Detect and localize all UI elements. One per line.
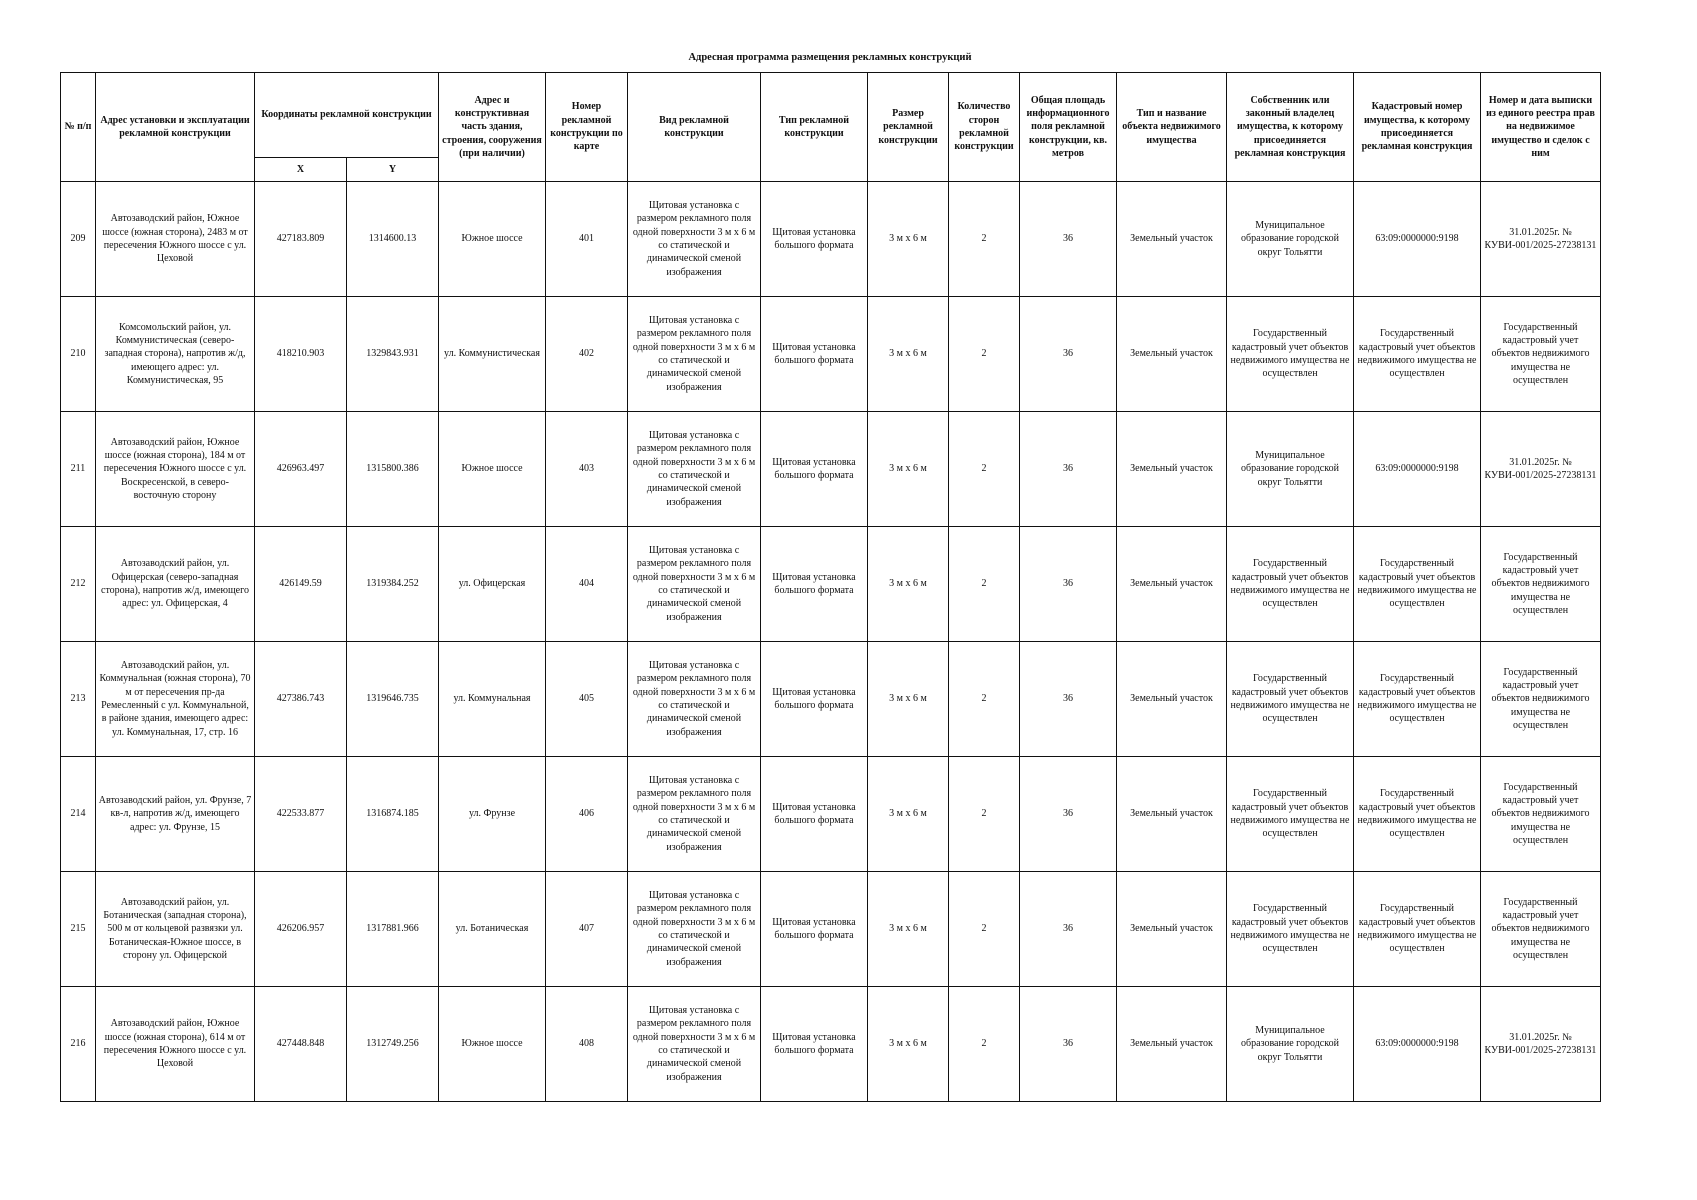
cell-cadastral: Государственный кадастровый учет объектов недвижимого имущества не осуществлен bbox=[1354, 642, 1481, 757]
cell-area: 36 bbox=[1020, 182, 1117, 297]
cell-kind: Щитовая установка с размером рекламного поля одной поверхности 3 м х 6 м со статической и динамической сменой изображения bbox=[628, 757, 761, 872]
cell-num: 210 bbox=[61, 297, 96, 412]
header-property-type: Тип и название объекта недвижимого имущества bbox=[1117, 73, 1227, 182]
cell-property-type: Земельный участок bbox=[1117, 872, 1227, 987]
cell-registry: 31.01.2025г. № КУВИ-001/2025-27238131 bbox=[1481, 182, 1601, 297]
cell-registry: Государственный кадастровый учет объектов недвижимого имущества не осуществлен bbox=[1481, 642, 1601, 757]
cell-address: Автозаводский район, ул. Фрунзе, 7 кв-л, напротив ж/д, имеющего адрес: ул. Фрунзе, 15 bbox=[96, 757, 255, 872]
table-body bbox=[61, 182, 1601, 1102]
cell-num: 216 bbox=[61, 987, 96, 1102]
cell-size: 3 м х 6 м bbox=[868, 527, 949, 642]
cell-registry: Государственный кадастровый учет объектов недвижимого имущества не осуществлен bbox=[1481, 872, 1601, 987]
cell-type: Щитовая установка большого формата bbox=[761, 757, 868, 872]
header-size: Размер рекламной конструкции bbox=[868, 73, 949, 182]
cell-coord-x: 422533.877 bbox=[255, 757, 347, 872]
cell-coord-y: 1315800.386 bbox=[347, 412, 439, 527]
table-row bbox=[61, 757, 1601, 872]
cell-size: 3 м х 6 м bbox=[868, 182, 949, 297]
cell-coord-y: 1329843.931 bbox=[347, 297, 439, 412]
cell-address: Автозаводский район, ул. Ботаническая (западная сторона), 500 м от кольцевой развязки ул. Ботаническая-Южное шоссе, в сторону ул. Офицерской bbox=[96, 872, 255, 987]
cell-coord-x: 426963.497 bbox=[255, 412, 347, 527]
cell-sides: 2 bbox=[949, 987, 1020, 1102]
cell-size: 3 м х 6 м bbox=[868, 872, 949, 987]
cell-property-type: Земельный участок bbox=[1117, 412, 1227, 527]
cell-kind: Щитовая установка с размером рекламного поля одной поверхности 3 м х 6 м со статической и динамической сменой изображения bbox=[628, 872, 761, 987]
cell-num: 215 bbox=[61, 872, 96, 987]
cell-structural-address: ул. Фрунзе bbox=[439, 757, 546, 872]
cell-sides: 2 bbox=[949, 757, 1020, 872]
cell-owner: Государственный кадастровый учет объектов недвижимого имущества не осуществлен bbox=[1227, 757, 1354, 872]
header-coord-y: Y bbox=[347, 158, 439, 182]
cell-cadastral: 63:09:0000000:9198 bbox=[1354, 182, 1481, 297]
cell-coord-y: 1312749.256 bbox=[347, 987, 439, 1102]
header-area: Общая площадь информационного поля рекламной конструкции, кв. метров bbox=[1020, 73, 1117, 182]
cell-size: 3 м х 6 м bbox=[868, 297, 949, 412]
table-row bbox=[61, 182, 1601, 297]
cell-owner: Государственный кадастровый учет объектов недвижимого имущества не осуществлен bbox=[1227, 872, 1354, 987]
cell-property-type: Земельный участок bbox=[1117, 757, 1227, 872]
cell-num: 211 bbox=[61, 412, 96, 527]
cell-size: 3 м х 6 м bbox=[868, 412, 949, 527]
cell-address: Автозаводский район, Южное шоссе (южная сторона), 614 м от пересечения Южного шоссе с ул. Цеховой bbox=[96, 987, 255, 1102]
cell-area: 36 bbox=[1020, 987, 1117, 1102]
cell-structural-address: ул. Коммунистическая bbox=[439, 297, 546, 412]
cell-address: Комсомольский район, ул. Коммунистическая (северо-западная сторона), напротив ж/д, имеющего адрес: ул. Коммунистическая, 95 bbox=[96, 297, 255, 412]
cell-coord-x: 418210.903 bbox=[255, 297, 347, 412]
cell-cadastral: Государственный кадастровый учет объектов недвижимого имущества не осуществлен bbox=[1354, 527, 1481, 642]
cell-type: Щитовая установка большого формата bbox=[761, 987, 868, 1102]
cell-kind: Щитовая установка с размером рекламного поля одной поверхности 3 м х 6 м со статической и динамической сменой изображения bbox=[628, 412, 761, 527]
cell-address: Автозаводский район, ул. Офицерская (северо-западная сторона), напротив ж/д, имеющего адрес: ул. Офицерская, 4 bbox=[96, 527, 255, 642]
cell-address: Автозаводский район, Южное шоссе (южная сторона), 184 м от пересечения Южного шоссе с ул. Воскресенской, в северо-восточную сторону bbox=[96, 412, 255, 527]
cell-owner: Государственный кадастровый учет объектов недвижимого имущества не осуществлен bbox=[1227, 527, 1354, 642]
cell-num: 213 bbox=[61, 642, 96, 757]
cell-type: Щитовая установка большого формата bbox=[761, 527, 868, 642]
table-row bbox=[61, 412, 1601, 527]
header-num: № п/п bbox=[61, 73, 96, 182]
cell-coord-x: 427183.809 bbox=[255, 182, 347, 297]
cell-property-type: Земельный участок bbox=[1117, 527, 1227, 642]
cell-cadastral: Государственный кадастровый учет объектов недвижимого имущества не осуществлен bbox=[1354, 757, 1481, 872]
cell-sides: 2 bbox=[949, 527, 1020, 642]
cell-num: 212 bbox=[61, 527, 96, 642]
cell-sides: 2 bbox=[949, 182, 1020, 297]
header-coord-x: X bbox=[255, 158, 347, 182]
header-sides: Количество сторон рекламной конструкции bbox=[949, 73, 1020, 182]
table-header bbox=[61, 73, 1601, 182]
cell-type: Щитовая установка большого формата bbox=[761, 642, 868, 757]
cell-map-number: 401 bbox=[546, 182, 628, 297]
cell-cadastral: Государственный кадастровый учет объектов недвижимого имущества не осуществлен bbox=[1354, 872, 1481, 987]
cell-kind: Щитовая установка с размером рекламного поля одной поверхности 3 м х 6 м со статической и динамической сменой изображения bbox=[628, 297, 761, 412]
cell-coord-x: 427386.743 bbox=[255, 642, 347, 757]
cell-area: 36 bbox=[1020, 297, 1117, 412]
cell-kind: Щитовая установка с размером рекламного поля одной поверхности 3 м х 6 м со статической и динамической сменой изображения bbox=[628, 642, 761, 757]
cell-registry: Государственный кадастровый учет объектов недвижимого имущества не осуществлен bbox=[1481, 757, 1601, 872]
cell-map-number: 404 bbox=[546, 527, 628, 642]
cell-address: Автозаводский район, Южное шоссе (южная сторона), 2483 м от пересечения Южного шоссе с ул. Цеховой bbox=[96, 182, 255, 297]
cell-cadastral: 63:09:0000000:9198 bbox=[1354, 412, 1481, 527]
cell-owner: Государственный кадастровый учет объектов недвижимого имущества не осуществлен bbox=[1227, 642, 1354, 757]
cell-structural-address: ул. Офицерская bbox=[439, 527, 546, 642]
cell-sides: 2 bbox=[949, 642, 1020, 757]
cell-owner: Государственный кадастровый учет объектов недвижимого имущества не осуществлен bbox=[1227, 297, 1354, 412]
cell-coord-x: 426149.59 bbox=[255, 527, 347, 642]
cell-cadastral: 63:09:0000000:9198 bbox=[1354, 987, 1481, 1102]
cell-coord-x: 427448.848 bbox=[255, 987, 347, 1102]
cell-registry: 31.01.2025г. № КУВИ-001/2025-27238131 bbox=[1481, 987, 1601, 1102]
cell-property-type: Земельный участок bbox=[1117, 642, 1227, 757]
cell-coord-y: 1317881.966 bbox=[347, 872, 439, 987]
cell-area: 36 bbox=[1020, 527, 1117, 642]
cell-area: 36 bbox=[1020, 872, 1117, 987]
cell-sides: 2 bbox=[949, 872, 1020, 987]
cell-sides: 2 bbox=[949, 412, 1020, 527]
table-row bbox=[61, 642, 1601, 757]
cell-structural-address: Южное шоссе bbox=[439, 182, 546, 297]
cell-type: Щитовая установка большого формата bbox=[761, 412, 868, 527]
table-row bbox=[61, 527, 1601, 642]
header-kind: Вид рекламной конструкции bbox=[628, 73, 761, 182]
cell-coord-y: 1316874.185 bbox=[347, 757, 439, 872]
cell-size: 3 м х 6 м bbox=[868, 757, 949, 872]
cell-map-number: 406 bbox=[546, 757, 628, 872]
table-row bbox=[61, 297, 1601, 412]
cell-type: Щитовая установка большого формата bbox=[761, 872, 868, 987]
table-row bbox=[61, 987, 1601, 1102]
cell-property-type: Земельный участок bbox=[1117, 987, 1227, 1102]
cell-cadastral: Государственный кадастровый учет объектов недвижимого имущества не осуществлен bbox=[1354, 297, 1481, 412]
cell-owner: Муниципальное образование городской округ Тольятти bbox=[1227, 182, 1354, 297]
cell-size: 3 м х 6 м bbox=[868, 642, 949, 757]
header-address: Адрес установки и эксплуатации рекламной конструкции bbox=[96, 73, 255, 182]
cell-property-type: Земельный участок bbox=[1117, 182, 1227, 297]
page-title: Адресная программа размещения рекламных конструкций bbox=[688, 52, 972, 63]
header-owner: Собственник или законный владелец имущества, к которому присоединяется рекламная конструкция bbox=[1227, 73, 1354, 182]
cell-coord-y: 1319384.252 bbox=[347, 527, 439, 642]
cell-num: 209 bbox=[61, 182, 96, 297]
cell-structural-address: ул. Коммунальная bbox=[439, 642, 546, 757]
cell-kind: Щитовая установка с размером рекламного поля одной поверхности 3 м х 6 м со статической и динамической сменой изображения bbox=[628, 987, 761, 1102]
cell-num: 214 bbox=[61, 757, 96, 872]
advertising-program-table bbox=[60, 72, 1601, 1102]
cell-type: Щитовая установка большого формата bbox=[761, 182, 868, 297]
cell-map-number: 407 bbox=[546, 872, 628, 987]
cell-map-number: 408 bbox=[546, 987, 628, 1102]
header-type: Тип рекламной конструкции bbox=[761, 73, 868, 182]
table-row bbox=[61, 872, 1601, 987]
cell-registry: Государственный кадастровый учет объектов недвижимого имущества не осуществлен bbox=[1481, 297, 1601, 412]
header-cadastral: Кадастровый номер имущества, к которому присоединяется рекламная конструкция bbox=[1354, 73, 1481, 182]
cell-map-number: 402 bbox=[546, 297, 628, 412]
cell-size: 3 м х 6 м bbox=[868, 987, 949, 1102]
cell-address: Автозаводский район, ул. Коммунальная (южная сторона), 70 м от пересечения пр-да Ремесленный с ул. Коммунальной, в районе здания, имеющего адрес: ул. Коммунальная, 17, стр. 16 bbox=[96, 642, 255, 757]
cell-owner: Муниципальное образование городской округ Тольятти bbox=[1227, 987, 1354, 1102]
cell-area: 36 bbox=[1020, 412, 1117, 527]
cell-coord-y: 1319646.735 bbox=[347, 642, 439, 757]
cell-owner: Муниципальное образование городской округ Тольятти bbox=[1227, 412, 1354, 527]
cell-property-type: Земельный участок bbox=[1117, 297, 1227, 412]
cell-registry: Государственный кадастровый учет объектов недвижимого имущества не осуществлен bbox=[1481, 527, 1601, 642]
header-map-number: Номер рекламной конструкции по карте bbox=[546, 73, 628, 182]
header-structural-address: Адрес и конструктивная часть здания, строения, сооружения (при наличии) bbox=[439, 73, 546, 182]
cell-coord-x: 426206.957 bbox=[255, 872, 347, 987]
cell-type: Щитовая установка большого формата bbox=[761, 297, 868, 412]
cell-area: 36 bbox=[1020, 642, 1117, 757]
cell-map-number: 405 bbox=[546, 642, 628, 757]
cell-sides: 2 bbox=[949, 297, 1020, 412]
cell-map-number: 403 bbox=[546, 412, 628, 527]
cell-structural-address: Южное шоссе bbox=[439, 412, 546, 527]
cell-area: 36 bbox=[1020, 757, 1117, 872]
header-coords: Координаты рекламной конструкции bbox=[255, 73, 439, 158]
cell-coord-y: 1314600.13 bbox=[347, 182, 439, 297]
cell-kind: Щитовая установка с размером рекламного поля одной поверхности 3 м х 6 м со статической и динамической сменой изображения bbox=[628, 527, 761, 642]
header-registry: Номер и дата выписки из единого реестра прав на недвижимое имущество и сделок с ним bbox=[1481, 73, 1601, 182]
cell-structural-address: ул. Ботаническая bbox=[439, 872, 546, 987]
cell-structural-address: Южное шоссе bbox=[439, 987, 546, 1102]
cell-registry: 31.01.2025г. № КУВИ-001/2025-27238131 bbox=[1481, 412, 1601, 527]
cell-kind: Щитовая установка с размером рекламного поля одной поверхности 3 м х 6 м со статической и динамической сменой изображения bbox=[628, 182, 761, 297]
